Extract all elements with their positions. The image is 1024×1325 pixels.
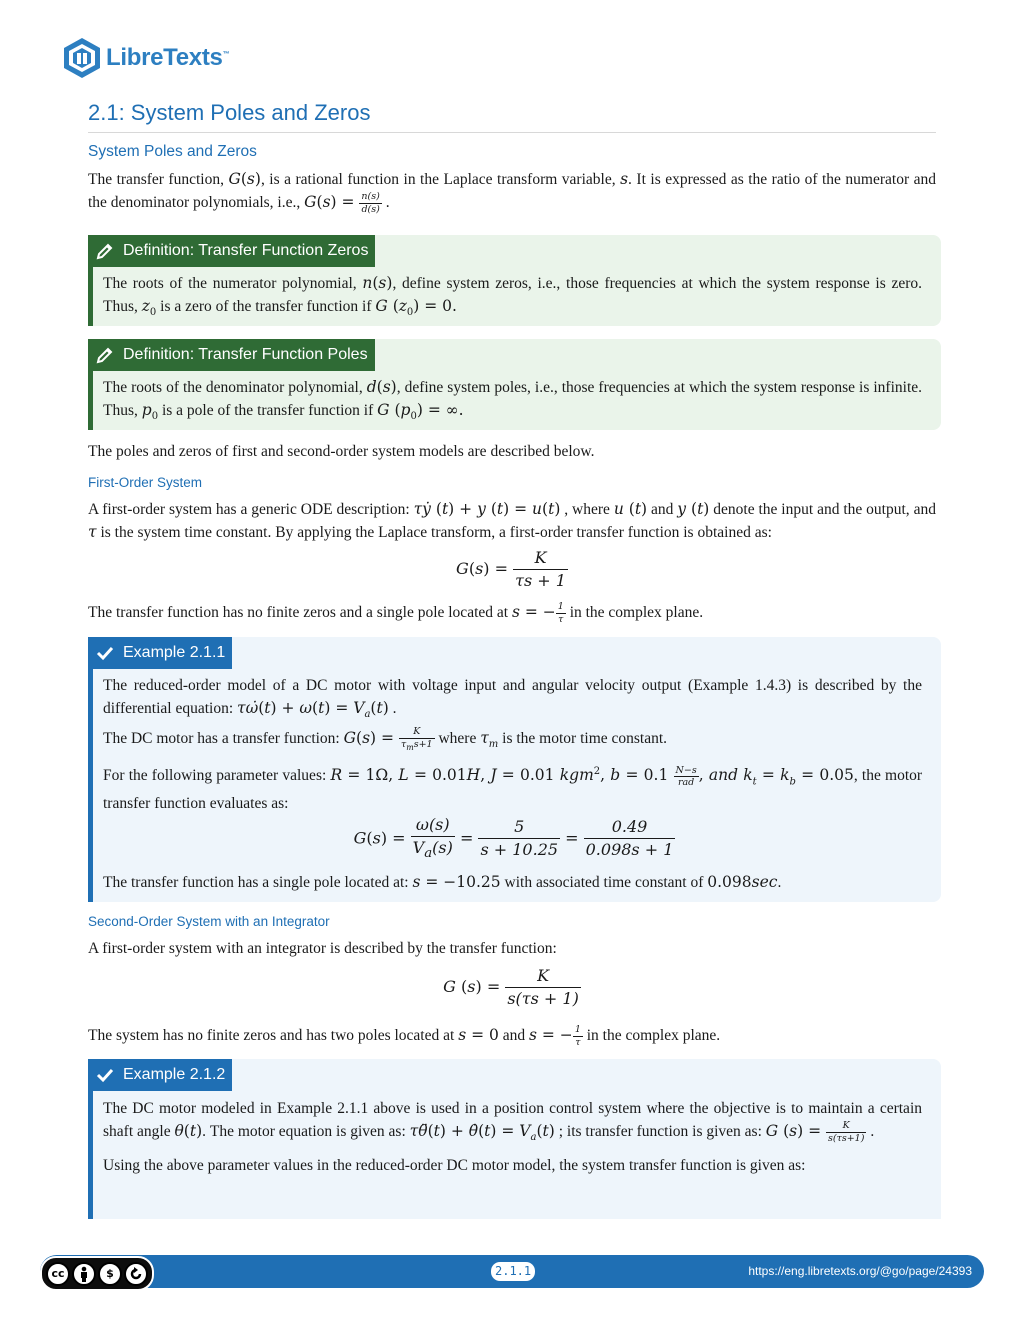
definition-poles-title: Definition: Transfer Function Poles xyxy=(123,346,368,363)
example-2-1-1-box xyxy=(88,637,941,902)
second-order-equation: G (s) = $\frac{K}{s(\tau s + 1)}$ xyxy=(443,966,579,1008)
first-order-paragraph: A first-order system has a generic ODE description: τẏ (t) + y (t) = u(t) , where u (t) and y (t) denote the input and the output, and τ is the system time constant. By applying the Laplace transform, a first-order transfer function is obtained as: xyxy=(88,500,936,541)
definition-poles-text: The roots of the denominator polynomial, d(s), define system poles, i.e., those frequencies at which the system response is infinite. Thus, $p_0$ is a pole of the transfer function if G $(p_0)$ = ∞. xyxy=(103,378,923,423)
example-2-1-2-p1: The DC motor modeled in Example 2.1.1 above is used in a position control system where the objective is to maintain a certain shaft angle θ(t). The motor equation is given as: τθ̈(t) + θ̇(t) = $V_a(t)$ ; its transfer function is given as: G (s) = $\frac{K}{s(\tau s+1)}$ . xyxy=(103,1100,922,1144)
logo-text: LibreTexts™ xyxy=(106,44,230,71)
first-order-heading: First-Order System xyxy=(88,475,203,490)
by-icon xyxy=(72,1262,96,1286)
definition-zeros-text: The roots of the numerator polynomial, n(s), define system zeros, i.e., those frequencies at which the system response is zero. Thus, $z_0$ is a zero of the transfer function if G $(z_0) = 0$. xyxy=(103,274,922,319)
first-order-equation: G(s) = $\frac{K}{\tau s + 1}$ xyxy=(456,548,566,590)
example-2-1-2-title: Example 2.1.2 xyxy=(123,1066,226,1083)
example-2-1-2-p2: Using the above parameter values in the reduced-order DC motor model, the system transfer function is given as: xyxy=(103,1157,806,1174)
example-2-1-2-tag xyxy=(88,1059,232,1091)
definition-poles-box xyxy=(88,339,941,430)
intro-paragraph: The transfer function, G(s), is a rational function in the Laplace transform variable, s. It is expressed as the ratio of the numerator and the denominator polynomials, i.e., G(s) = $\frac{n(s)}{d(s)}$ . xyxy=(88,170,936,215)
definition-zeros-title: Definition: Transfer Function Zeros xyxy=(123,242,369,259)
page-url-link[interactable]: https://eng.libretexts.org/@go/page/24393 xyxy=(748,1264,972,1278)
example-2-1-1-p2: The DC motor has a transfer function: G(s) = $\frac{K}{\tau_ms+1}$ where $\tau_m$ is the motor time constant. xyxy=(103,726,668,752)
libretexts-logo[interactable] xyxy=(62,36,229,80)
example-2-1-1-equation: G(s) = $\frac{\omega(s)}{V_a(s)}$ = $\frac{5}{s + 10.25}$ = $\frac{0.49}{0.098s + 1}$ xyxy=(353,815,674,862)
definition-zeros-box xyxy=(88,235,941,326)
nc-icon: $ xyxy=(98,1262,122,1286)
example-2-1-1-title: Example 2.1.1 xyxy=(123,644,226,661)
license-badges[interactable] xyxy=(40,1256,154,1291)
first-order-pole-text: The transfer function has no finite zeros and a single pole located at s = − $\frac{1}{\tau}$ in the complex plane. xyxy=(88,601,704,625)
checkmark-icon xyxy=(96,644,114,662)
definition-poles-tag xyxy=(88,339,375,371)
second-order-pole-text: The system has no finite zeros and has two poles located at s = 0 and s = − $\frac{1}{\tau}$ in the complex plane. xyxy=(88,1024,721,1048)
footer-bar xyxy=(40,1255,984,1288)
cc-icon: cc xyxy=(46,1262,70,1286)
example-2-1-2-box xyxy=(88,1059,941,1219)
section-heading: System Poles and Zeros xyxy=(88,143,257,160)
example-2-1-1-tag xyxy=(88,637,232,669)
second-order-paragraph: A first-order system with an integrator is described by the transfer function: xyxy=(88,940,557,957)
definition-zeros-tag xyxy=(88,235,375,267)
pencil-icon xyxy=(96,346,114,364)
checkmark-icon xyxy=(96,1066,114,1084)
sa-icon xyxy=(124,1262,148,1286)
page-title: 2.1: System Poles and Zeros xyxy=(88,100,936,133)
pencil-icon xyxy=(96,242,114,260)
libretexts-logo-icon xyxy=(62,37,102,79)
poles-zeros-intro: The poles and zeros of first and second-order system models are described below. xyxy=(88,443,595,460)
example-2-1-1-p1: The reduced-order model of a DC motor with voltage input and angular velocity output (Example 1.4.3) is described by the differential equation: τω̇(t) + $\omega(t) = V_a(t)$ . xyxy=(103,677,922,721)
page-number: 2.1.1 xyxy=(491,1262,535,1281)
example-2-1-1-p3: For the following parameter values: R = 1Ω, L = 0.01H, J = 0.01 kgm$^2$, b = 0.1 $\frac{N-s}{\text{rad}}$ , and $k_t = k_b = 0.05$, the motor transfer function evaluates as: xyxy=(103,764,923,813)
second-order-heading: Second-Order System with an Integrator xyxy=(88,914,330,929)
example-2-1-1-p4: The transfer function has a single pole located at: s = −10.25 with associated time constant of 0.098sec. xyxy=(103,873,782,891)
